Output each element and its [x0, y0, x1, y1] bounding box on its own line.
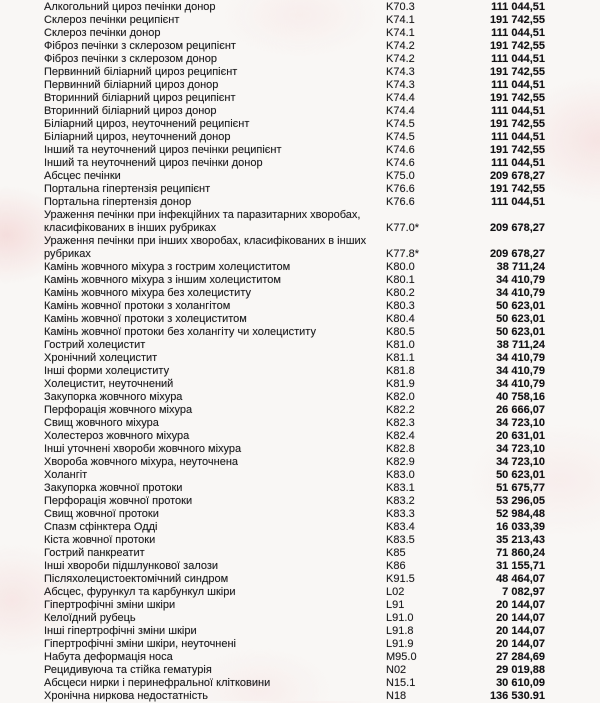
tariff-value: 111 044,51 — [491, 196, 545, 208]
tariff-value: 111 044,51 — [491, 79, 545, 91]
icd-code: K82.8 — [386, 443, 415, 455]
tariff-value: 191 742,55 — [489, 40, 545, 52]
icd-code: K82.3 — [386, 417, 415, 429]
diagnosis-name-line: Алкогольний цироз печінки донор — [44, 1, 216, 13]
diagnosis-name — [44, 443, 386, 456]
diagnosis-name — [44, 638, 386, 651]
tariff-value: 34 410,79 — [496, 378, 545, 390]
icd-code: K74.4 — [386, 105, 415, 117]
icd-code: K83.1 — [386, 482, 415, 494]
icd-code: K76.6 — [386, 183, 415, 195]
tariff-value: 34 410,79 — [496, 352, 545, 364]
table-row — [44, 521, 545, 534]
table-row — [44, 677, 545, 690]
table-row — [44, 92, 545, 105]
table-row — [44, 66, 545, 79]
diagnosis-name — [44, 508, 386, 521]
diagnosis-name — [44, 261, 386, 274]
diagnosis-name-line: Холестероз жовчного міхура — [44, 430, 190, 442]
icd-code: K83.5 — [386, 534, 415, 546]
tariff-value: 48 464,07 — [496, 573, 545, 585]
tariff-value: 31 155,71 — [496, 560, 545, 572]
diagnosis-name-line: Свищ жовчної протоки — [44, 508, 159, 520]
table-row — [44, 14, 545, 27]
icd-code: K74.1 — [386, 14, 415, 26]
tariff-value: 71 860,24 — [496, 547, 545, 559]
tariff-value: 34 723,10 — [496, 456, 545, 468]
icd-code: K74.4 — [386, 92, 415, 104]
icd-code: K83.4 — [386, 521, 415, 533]
diagnosis-name — [44, 287, 386, 300]
diagnosis-name-line: Холангіт — [44, 469, 88, 481]
icd-code: K74.5 — [386, 131, 415, 143]
diagnosis-name — [44, 53, 386, 66]
table-row — [44, 170, 545, 183]
tariff-value: 209 678,27 — [489, 170, 545, 182]
tariff-value: 191 742,55 — [489, 66, 545, 78]
table-row — [44, 482, 545, 495]
icd-code: L02 — [386, 586, 405, 598]
diagnosis-name-line: Інші уточнені хвороби жовчного міхура — [44, 443, 242, 455]
icd-code: K74.6 — [386, 144, 415, 156]
tariff-value: 27 284,69 — [496, 651, 545, 663]
table-row — [44, 573, 545, 586]
icd-code: K81.8 — [386, 365, 415, 377]
tariff-value: 191 742,55 — [489, 14, 545, 26]
diagnosis-name-line: Склероз печінки донор — [44, 27, 161, 39]
diagnosis-name — [44, 651, 386, 664]
icd-code: M95.0 — [386, 651, 417, 663]
tariff-value: 111 044,51 — [491, 157, 545, 169]
diagnosis-name-line: Камінь жовчної протоки з холециститом — [44, 313, 247, 325]
diagnosis-name — [44, 339, 386, 352]
icd-code: K74.3 — [386, 79, 415, 91]
diagnosis-name — [44, 183, 386, 196]
icd-code: K80.0 — [386, 261, 415, 273]
diagnosis-name — [44, 495, 386, 508]
diagnosis-name-line: Портальна гіпертензія реципієнт — [44, 183, 211, 195]
diagnosis-name-line: Камінь жовчного міхура з гострим холециститом — [44, 261, 291, 273]
table-row — [44, 612, 545, 625]
tariff-value: 191 742,55 — [489, 183, 545, 195]
tariff-value: 20 144,07 — [496, 612, 545, 624]
diagnosis-name — [44, 66, 386, 79]
icd-code: L91.8 — [386, 625, 414, 637]
tariff-value: 34 410,79 — [496, 287, 545, 299]
tariff-value: 34 410,79 — [496, 365, 545, 377]
table-row — [44, 638, 545, 651]
diagnosis-name-line: Хронічний холецистит — [44, 352, 158, 364]
table-row — [44, 287, 545, 300]
table-row — [44, 313, 545, 326]
diagnosis-name — [44, 560, 386, 573]
diagnosis-name-line: Гіпертрофічні зміни шкіри — [44, 599, 176, 611]
diagnosis-name-line: Закупорка жовчного міхура — [44, 391, 183, 403]
table-row — [44, 300, 545, 313]
diagnosis-name-line: Інші гіпертрофічні зміни шкіри — [44, 625, 197, 637]
table-row — [44, 27, 545, 40]
diagnosis-name-line: Післяхолецистоектомічний синдром — [44, 573, 229, 585]
icd-code: K75.0 — [386, 170, 415, 182]
table-row — [44, 53, 545, 66]
tariff-value: 29 019,88 — [496, 664, 545, 676]
table-row — [44, 599, 545, 612]
icd-code: L91.9 — [386, 638, 414, 650]
table-row — [44, 430, 545, 443]
diagnosis-name — [44, 599, 386, 612]
diagnosis-name-line: Камінь жовчної протоки з холангітом — [44, 300, 231, 312]
diagnosis-name — [44, 391, 386, 404]
diagnosis-name — [44, 482, 386, 495]
diagnosis-name-line: Набута деформація носа — [44, 651, 173, 663]
icd-code: K74.1 — [386, 27, 415, 39]
table-row — [44, 352, 545, 365]
table-row — [44, 690, 545, 703]
diagnosis-name — [44, 625, 386, 638]
table-row — [44, 391, 545, 404]
diagnosis-name — [44, 209, 386, 235]
diagnosis-name — [44, 118, 386, 131]
diagnosis-name-line: Інші форми холециститу — [44, 365, 170, 377]
diagnosis-name — [44, 664, 386, 677]
diagnosis-name-line: Біліарний цироз, неуточнений донор — [44, 131, 231, 143]
icd-code: K83.0 — [386, 469, 415, 481]
diagnosis-name — [44, 521, 386, 534]
tariff-value: 50 623,01 — [496, 326, 545, 338]
diagnosis-name-line: Свищ жовчного міхура — [44, 417, 159, 429]
diagnosis-name-line: Келоїдний рубець — [44, 612, 136, 624]
diagnosis-name — [44, 573, 386, 586]
table-row — [44, 378, 545, 391]
diagnosis-name-line: Абсцеси нирки і перинефральної клітковини — [44, 677, 271, 689]
icd-code: K82.9 — [386, 456, 415, 468]
tariff-value: 16 033,39 — [496, 521, 545, 533]
diagnosis-name-line: Абсцес, фурункул та карбункул шкіри — [44, 586, 236, 598]
icd-code: K70.3 — [386, 1, 415, 13]
diagnosis-name-line: Перфорація жовчного міхура — [44, 404, 193, 416]
diagnosis-name-line: Фіброз печінки з склерозом донор — [44, 53, 217, 65]
diagnosis-name-line: Гострий холецистит — [44, 339, 146, 351]
diagnosis-name-line: Абсцес печінки — [44, 170, 121, 182]
diagnosis-name-line: Інші хвороби підшлункової залози — [44, 560, 219, 572]
table-row — [44, 586, 545, 599]
diagnosis-name — [44, 469, 386, 482]
diagnosis-name — [44, 274, 386, 287]
diagnosis-name — [44, 92, 386, 105]
icd-code: K76.6 — [386, 196, 415, 208]
icd-code: K77.8* — [386, 248, 420, 260]
table-row — [44, 1, 545, 14]
diagnosis-name — [44, 378, 386, 391]
diagnosis-name-line: Рецидивуюча та стійка гематурія — [44, 664, 212, 676]
diagnosis-name-line: Інший та неуточнений цироз печінки реципієнт — [44, 144, 282, 156]
diagnosis-name-line: Кіста жовчної протоки — [44, 534, 156, 546]
tariff-value: 111 044,51 — [491, 1, 545, 13]
diagnosis-name — [44, 144, 386, 157]
table-row — [44, 443, 545, 456]
table-row — [44, 118, 545, 131]
icd-code: K77.0* — [386, 222, 420, 234]
diagnosis-name-line: Склероз печінки реципієнт — [44, 14, 180, 26]
diagnosis-name — [44, 1, 386, 14]
diagnosis-name — [44, 313, 386, 326]
icd-code: K74.2 — [386, 40, 415, 52]
diagnosis-name — [44, 547, 386, 560]
diagnosis-name-line: Камінь жовчного міхура без холециститу — [44, 287, 251, 299]
diagnosis-name-line: Вторинний біліарний цироз реципієнт — [44, 92, 236, 104]
icd-code: K86 — [386, 560, 406, 572]
diagnosis-name — [44, 677, 386, 690]
icd-code: K81.0 — [386, 339, 415, 351]
tariff-value: 191 742,55 — [489, 92, 545, 104]
table-row — [44, 404, 545, 417]
diagnosis-name-line: Спазм сфінктера Одді — [44, 521, 158, 533]
diagnosis-name — [44, 170, 386, 183]
diagnosis-name-line: Інший та неуточнений цироз печінки донор — [44, 157, 263, 169]
icd-code: K83.3 — [386, 508, 415, 520]
tariff-value: 209 678,27 — [489, 222, 545, 234]
diagnosis-name — [44, 79, 386, 92]
icd-code: K81.1 — [386, 352, 415, 364]
tariff-value: 7 082,97 — [502, 586, 545, 598]
table-row — [44, 534, 545, 547]
table-row — [44, 651, 545, 664]
tariff-value: 40 758,16 — [496, 391, 545, 403]
icd-code: K80.3 — [386, 300, 415, 312]
tariff-value: 34 723,10 — [496, 443, 545, 455]
diagnosis-name-line: Перфорація жовчної протоки — [44, 495, 193, 507]
diagnosis-name — [44, 131, 386, 144]
diagnosis-name-line: Портальна гіпертензія донор — [44, 196, 192, 208]
diagnosis-name-line: класифікованих в інших рубриках — [44, 222, 217, 234]
diagnosis-name-line: Фіброз печінки з склерозом реципієнт — [44, 40, 236, 52]
icd-code: K74.2 — [386, 53, 415, 65]
table-row — [44, 183, 545, 196]
tariff-value: 50 623,01 — [496, 469, 545, 481]
table-row — [44, 196, 545, 209]
icd-code: L91.0 — [386, 612, 414, 624]
table-row — [44, 261, 545, 274]
table-row — [44, 625, 545, 638]
diagnosis-name-line: Камінь жовчного міхура з іншим холециститом — [44, 274, 281, 286]
diagnosis-name — [44, 326, 386, 339]
diagnosis-name — [44, 14, 386, 27]
tariff-value: 191 742,55 — [489, 118, 545, 130]
icd-code: K82.0 — [386, 391, 415, 403]
diagnosis-name-line: Камінь жовчної протоки без холангіту чи холециститу — [44, 326, 316, 338]
tariff-table — [44, 1, 545, 703]
table-row — [44, 105, 545, 118]
diagnosis-name-line: Хвороба жовчного міхура, неуточнена — [44, 456, 239, 468]
diagnosis-name — [44, 27, 386, 40]
tariff-value: 35 213,43 — [496, 534, 545, 546]
icd-code: N15.1 — [386, 677, 416, 689]
tariff-value: 136 530.91 — [489, 690, 545, 702]
diagnosis-name-line: рубриках — [44, 248, 91, 260]
tariff-value: 20 144,07 — [496, 625, 545, 637]
tariff-value: 20 144,07 — [496, 599, 545, 611]
diagnosis-name — [44, 157, 386, 170]
table-row — [44, 209, 545, 235]
diagnosis-name — [44, 456, 386, 469]
tariff-value: 209 678,27 — [489, 248, 545, 260]
table-row — [44, 131, 545, 144]
diagnosis-name-line: Вторинний біліарний цироз донор — [44, 105, 217, 117]
icd-code: K80.1 — [386, 274, 415, 286]
diagnosis-name — [44, 365, 386, 378]
diagnosis-name — [44, 690, 386, 703]
diagnosis-name — [44, 352, 386, 365]
tariff-value: 111 044,51 — [491, 53, 545, 65]
table-row — [44, 339, 545, 352]
table-row — [44, 40, 545, 53]
diagnosis-name-line: Первинний біліарний цироз реципієнт — [44, 66, 238, 78]
diagnosis-name-line: Холецистит, неуточнений — [44, 378, 174, 390]
icd-code: K74.5 — [386, 118, 415, 130]
table-row — [44, 547, 545, 560]
diagnosis-name — [44, 586, 386, 599]
table-row — [44, 664, 545, 677]
diagnosis-name-line: Первинний біліарний цироз донор — [44, 79, 219, 91]
icd-code: K82.2 — [386, 404, 415, 416]
diagnosis-name-line: Закупорка жовчної протоки — [44, 482, 183, 494]
icd-code: K82.4 — [386, 430, 415, 442]
icd-code: K80.2 — [386, 287, 415, 299]
diagnosis-name — [44, 105, 386, 118]
table-row — [44, 274, 545, 287]
table-row — [44, 456, 545, 469]
diagnosis-name-line: Гострий панкреатит — [44, 547, 145, 559]
diagnosis-name — [44, 612, 386, 625]
diagnosis-name-line: Біліарний цироз, неуточнений реципієнт — [44, 118, 250, 130]
tariff-value: 20 144,07 — [496, 638, 545, 650]
icd-code: K80.5 — [386, 326, 415, 338]
diagnosis-name — [44, 300, 386, 313]
icd-code: K91.5 — [386, 573, 415, 585]
tariff-value: 26 666,07 — [496, 404, 545, 416]
table-row — [44, 326, 545, 339]
tariff-value: 52 984,48 — [496, 508, 545, 520]
diagnosis-name-line: Гіпертрофічні зміни шкіри, неуточнені — [44, 638, 237, 650]
diagnosis-name — [44, 40, 386, 53]
tariff-value: 50 623,01 — [496, 300, 545, 312]
table-row — [44, 469, 545, 482]
table-row — [44, 79, 545, 92]
icd-code: N02 — [386, 664, 407, 676]
table-row — [44, 144, 545, 157]
diagnosis-name — [44, 417, 386, 430]
diagnosis-name — [44, 235, 386, 261]
diagnosis-name-line: Ураження печінки при інших хворобах, класифікованих в інших — [44, 235, 367, 247]
table-row — [44, 365, 545, 378]
tariff-value: 38 711,24 — [496, 261, 545, 273]
tariff-value: 34 723,10 — [496, 417, 545, 429]
table-row — [44, 495, 545, 508]
tariff-value: 111 044,51 — [491, 105, 545, 117]
tariff-value: 53 296,05 — [496, 495, 545, 507]
diagnosis-name — [44, 404, 386, 417]
table-row — [44, 417, 545, 430]
icd-code: K81.9 — [386, 378, 415, 390]
icd-code: K83.2 — [386, 495, 415, 507]
diagnosis-name-line: Ураження печінки при інфекційних та паразитарних хворобах, — [44, 209, 361, 221]
table-row — [44, 157, 545, 170]
tariff-value: 191 742,55 — [489, 144, 545, 156]
table-row — [44, 508, 545, 521]
tariff-value: 38 711,24 — [496, 339, 545, 351]
icd-code: K80.4 — [386, 313, 415, 325]
tariff-value: 20 631,01 — [496, 430, 545, 442]
diagnosis-name — [44, 430, 386, 443]
tariff-value: 111 044,51 — [491, 131, 545, 143]
tariff-value: 50 623,01 — [496, 313, 545, 325]
tariff-value: 111 044,51 — [491, 27, 545, 39]
tariff-value: 34 410,79 — [496, 274, 545, 286]
diagnosis-name — [44, 196, 386, 209]
tariff-value: 51 675,77 — [496, 482, 545, 494]
diagnosis-name-line: Хронічна ниркова недостатність — [44, 690, 208, 702]
tariff-value: 30 610,09 — [496, 677, 545, 689]
icd-code: K74.6 — [386, 157, 415, 169]
icd-code: N18 — [386, 690, 407, 702]
icd-code: K85 — [386, 547, 406, 559]
icd-code: K74.3 — [386, 66, 415, 78]
diagnosis-name — [44, 534, 386, 547]
icd-code: L91 — [386, 599, 405, 611]
table-row — [44, 235, 545, 261]
table-row — [44, 560, 545, 573]
